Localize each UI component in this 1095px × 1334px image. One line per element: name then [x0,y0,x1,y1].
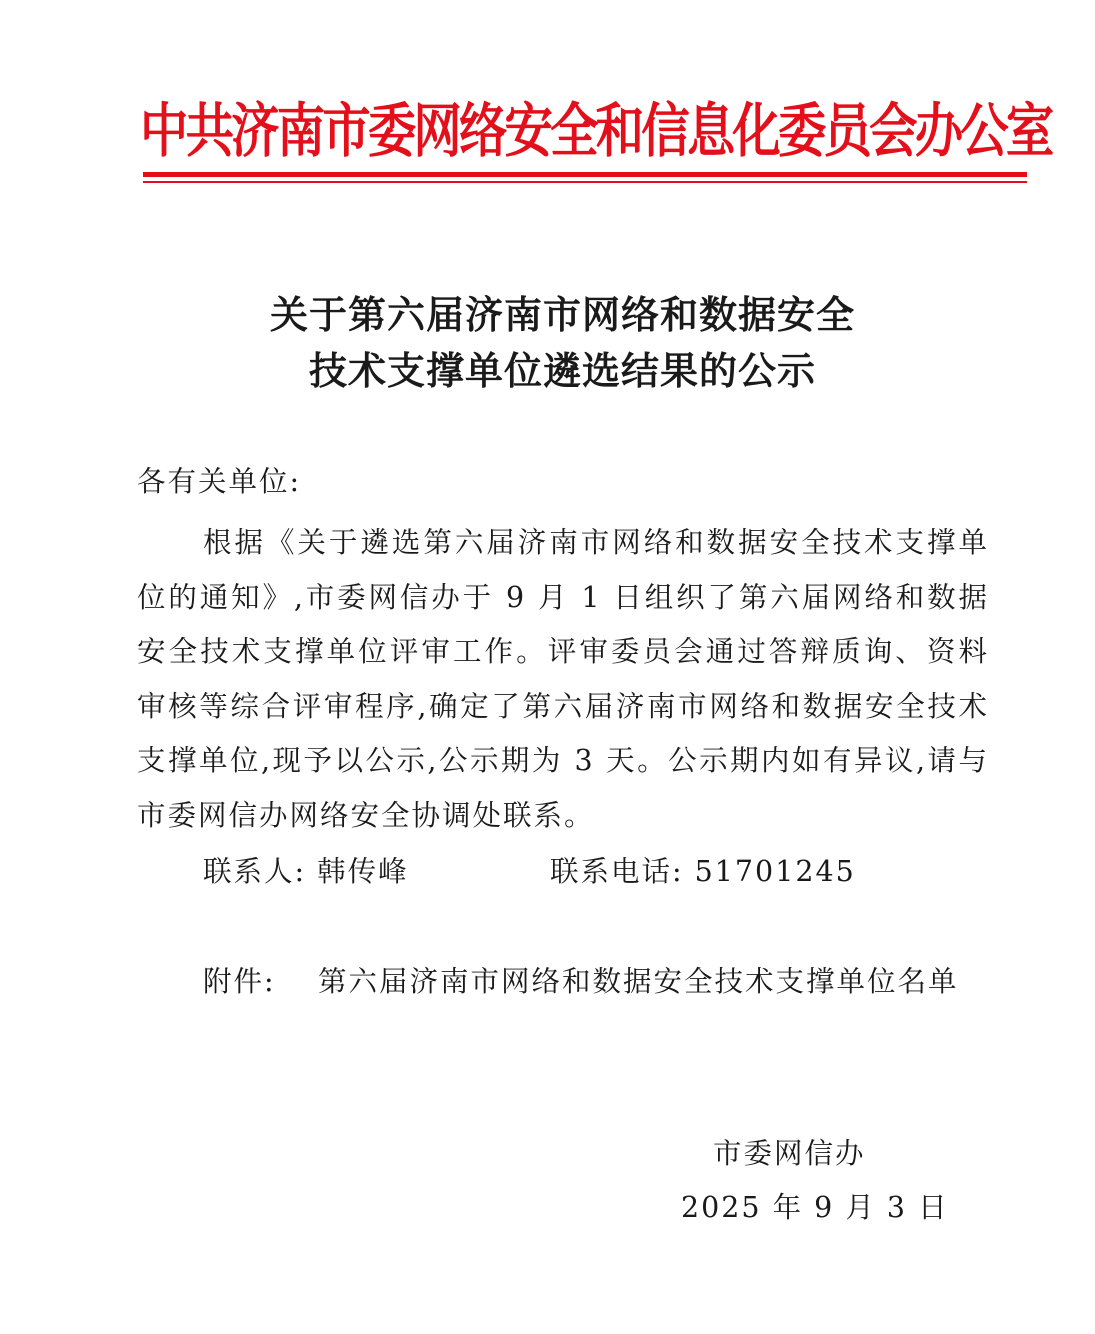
body-paragraph: 根据《关于遴选第六届济南市网络和数据安全技术支撑单位的通知》,市委网信办于 9 月 1 日组织了第六届网络和数据安全技术支撑单位评审工作。评审委员会通过答辩质询、资料审核等综合评审程序,确定了第六届济南市网络和数据安全技术支撑单位,现予以公示,公示期为 3 天。公示期内如有异议,请与市委网信办网络安全协调处联系。 [137,526,989,832]
document-title-line-2: 技术支撑单位遴选结果的公示 [308,348,816,393]
attachment-name: 第六届济南市网络和数据安全技术支撑单位名单 [318,965,959,998]
signature-org: 市委网信办 [713,1137,866,1170]
document-title-line-1: 关于第六届济南市网络和数据安全 [269,292,855,337]
contact-phone: 联系电话: 51701245 [550,855,856,888]
contact-person: 联系人: 韩传峰 [203,855,409,888]
attachment-label: 附件: [203,965,276,998]
letterhead-org-name: 中共济南市委网络安全和信息化委员会办公室 [140,98,1052,166]
signature-date: 2025 年 9 月 3 日 [681,1191,949,1224]
letterhead-thin-rule [143,181,1027,183]
salutation: 各有关单位: [137,465,302,498]
letterhead-thick-rule [143,172,1027,177]
